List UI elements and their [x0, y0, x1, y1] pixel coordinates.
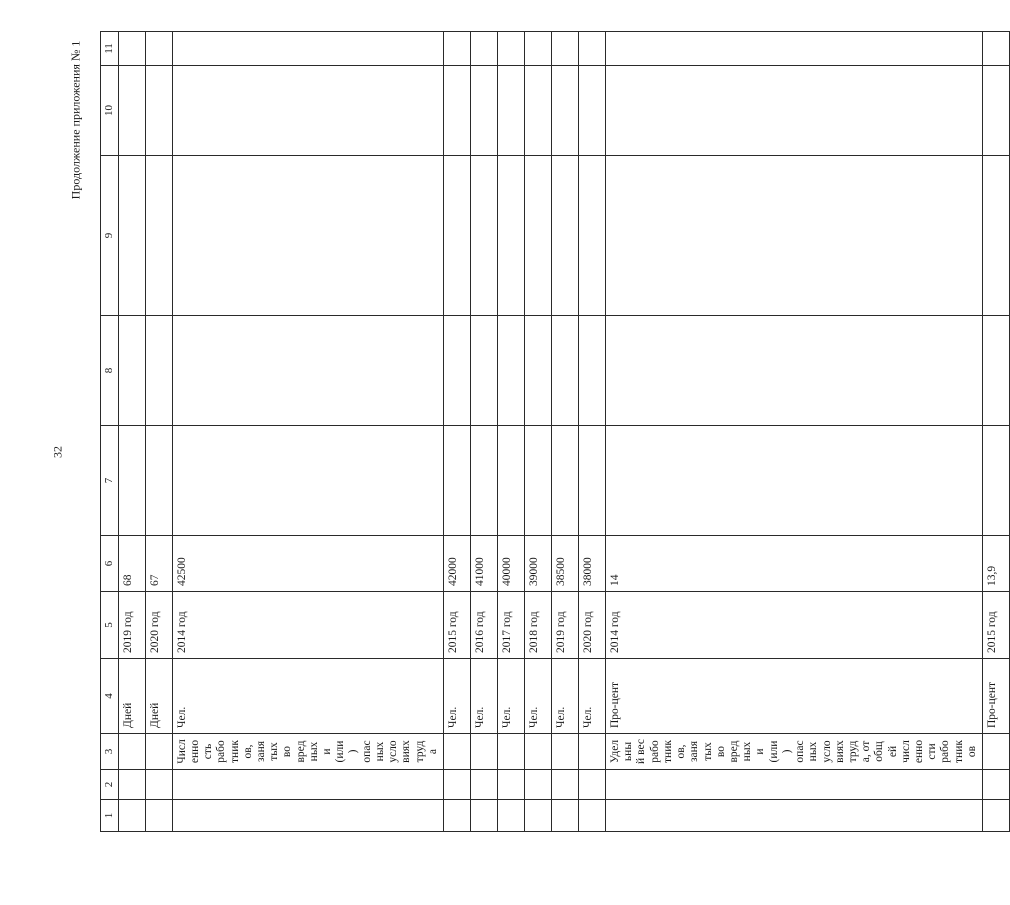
- year-cell: 2016 год: [471, 592, 498, 659]
- col10-cell: [525, 66, 552, 156]
- indicator-cell: Удельный вес работников, занятых во вредных и (или) опасных условиях труда, от общей численности работников: [606, 734, 983, 770]
- indicator-cell: Численность работников, занятых во вредных и (или) опасных условиях труда: [172, 734, 443, 770]
- col1-cell: [552, 800, 579, 832]
- col9-cell: [498, 156, 525, 316]
- col7-cell: [606, 426, 983, 536]
- col2-cell: [471, 770, 498, 800]
- col9-cell: [525, 156, 552, 316]
- header-cell: 1: [101, 800, 119, 832]
- col9-cell: [145, 156, 172, 316]
- unit-cell: Дней: [118, 659, 145, 734]
- col1-cell: [118, 800, 145, 832]
- col10-cell: [172, 66, 443, 156]
- year-cell: 2019 год: [552, 592, 579, 659]
- value-cell: 42500: [172, 536, 443, 592]
- header-cell: 4: [101, 659, 119, 734]
- col11-cell: [606, 32, 983, 66]
- header-cell: 10: [101, 66, 119, 156]
- col7-cell: [525, 426, 552, 536]
- header-cell: 11: [101, 32, 119, 66]
- col7-cell: [172, 426, 443, 536]
- col1-cell: [471, 800, 498, 832]
- indicator-cell: [118, 734, 145, 770]
- col9-cell: [444, 156, 471, 316]
- col2-cell: [172, 770, 443, 800]
- col9-cell: [579, 156, 606, 316]
- value-cell: 39000: [525, 536, 552, 592]
- col10-cell: [983, 66, 1010, 156]
- col7-cell: [983, 426, 1010, 536]
- value-cell: 14: [606, 536, 983, 592]
- value-cell: 38000: [579, 536, 606, 592]
- col1-cell: [606, 800, 983, 832]
- col7-cell: [471, 426, 498, 536]
- table-row: [444, 32, 471, 832]
- indicator-cell: [579, 734, 606, 770]
- col7-cell: [552, 426, 579, 536]
- col8-cell: [606, 316, 983, 426]
- col8-cell: [471, 316, 498, 426]
- col7-cell: [498, 426, 525, 536]
- col2-cell: [444, 770, 471, 800]
- col8-cell: [118, 316, 145, 426]
- unit-cell: Чел.: [498, 659, 525, 734]
- value-cell: 13,9: [983, 536, 1010, 592]
- header-cell: 9: [101, 156, 119, 316]
- unit-cell: Чел.: [525, 659, 552, 734]
- table-header-row: [101, 32, 119, 832]
- col10-cell: [552, 66, 579, 156]
- col2-cell: [498, 770, 525, 800]
- col10-cell: [444, 66, 471, 156]
- col7-cell: [145, 426, 172, 536]
- year-cell: 2015 год: [983, 592, 1010, 659]
- indicator-cell: [525, 734, 552, 770]
- unit-cell: Про-цент: [606, 659, 983, 734]
- col8-cell: [983, 316, 1010, 426]
- col2-cell: [145, 770, 172, 800]
- col9-cell: [606, 156, 983, 316]
- col10-cell: [498, 66, 525, 156]
- table-row: [579, 32, 606, 832]
- col1-cell: [525, 800, 552, 832]
- rotated-table-area: [100, 32, 999, 832]
- col1-cell: [983, 800, 1010, 832]
- unit-cell: Чел.: [552, 659, 579, 734]
- header-cell: 7: [101, 426, 119, 536]
- col11-cell: [525, 32, 552, 66]
- col7-cell: [579, 426, 606, 536]
- col8-cell: [145, 316, 172, 426]
- table-row: [471, 32, 498, 832]
- col2-cell: [552, 770, 579, 800]
- unit-cell: Чел.: [471, 659, 498, 734]
- header-cell: 6: [101, 536, 119, 592]
- year-cell: 2014 год: [172, 592, 443, 659]
- value-cell: 41000: [471, 536, 498, 592]
- unit-cell: Чел.: [172, 659, 443, 734]
- indicator-cell: [498, 734, 525, 770]
- indicator-cell: [552, 734, 579, 770]
- col11-cell: [498, 32, 525, 66]
- col9-cell: [118, 156, 145, 316]
- appendix-continuation-note: Продолжение приложения № 1: [68, 40, 83, 200]
- col1-cell: [145, 800, 172, 832]
- col10-cell: [606, 66, 983, 156]
- table-row: [525, 32, 552, 832]
- header-cell: 5: [101, 592, 119, 659]
- col2-cell: [579, 770, 606, 800]
- col8-cell: [444, 316, 471, 426]
- year-cell: 2019 год: [118, 592, 145, 659]
- value-cell: 40000: [498, 536, 525, 592]
- col1-cell: [579, 800, 606, 832]
- col2-cell: [118, 770, 145, 800]
- value-cell: 38500: [552, 536, 579, 592]
- col8-cell: [525, 316, 552, 426]
- value-cell: 68: [118, 536, 145, 592]
- indicator-cell: [983, 734, 1010, 770]
- table-row: [498, 32, 525, 832]
- col10-cell: [118, 66, 145, 156]
- col10-cell: [579, 66, 606, 156]
- col2-cell: [525, 770, 552, 800]
- year-cell: 2014 год: [606, 592, 983, 659]
- col1-cell: [498, 800, 525, 832]
- col11-cell: [552, 32, 579, 66]
- year-cell: 2020 год: [145, 592, 172, 659]
- col8-cell: [172, 316, 443, 426]
- header-cell: 8: [101, 316, 119, 426]
- table-row: [118, 32, 145, 832]
- table-row: [606, 32, 983, 832]
- col9-cell: [172, 156, 443, 316]
- year-cell: 2020 год: [579, 592, 606, 659]
- col8-cell: [552, 316, 579, 426]
- col2-cell: [606, 770, 983, 800]
- col2-cell: [983, 770, 1010, 800]
- col11-cell: [471, 32, 498, 66]
- col11-cell: [145, 32, 172, 66]
- col10-cell: [471, 66, 498, 156]
- value-cell: 42000: [444, 536, 471, 592]
- unit-cell: Чел.: [579, 659, 606, 734]
- header-cell: 2: [101, 770, 119, 800]
- col11-cell: [983, 32, 1010, 66]
- col1-cell: [172, 800, 443, 832]
- col7-cell: [118, 426, 145, 536]
- col8-cell: [498, 316, 525, 426]
- col8-cell: [579, 316, 606, 426]
- year-cell: 2017 год: [498, 592, 525, 659]
- value-cell: 67: [145, 536, 172, 592]
- col9-cell: [471, 156, 498, 316]
- col9-cell: [983, 156, 1010, 316]
- unit-cell: Дней: [145, 659, 172, 734]
- table-row: [552, 32, 579, 832]
- table-row: [983, 32, 1010, 832]
- page-number: 32: [50, 446, 65, 458]
- indicators-table: [100, 31, 1010, 832]
- col1-cell: [444, 800, 471, 832]
- year-cell: 2015 год: [444, 592, 471, 659]
- header-cell: 3: [101, 734, 119, 770]
- col11-cell: [444, 32, 471, 66]
- unit-cell: Про-цент: [983, 659, 1010, 734]
- col9-cell: [552, 156, 579, 316]
- col11-cell: [118, 32, 145, 66]
- unit-cell: Чел.: [444, 659, 471, 734]
- indicator-cell: [471, 734, 498, 770]
- table-row: [172, 32, 443, 832]
- indicator-cell: [444, 734, 471, 770]
- col11-cell: [579, 32, 606, 66]
- year-cell: 2018 год: [525, 592, 552, 659]
- col10-cell: [145, 66, 172, 156]
- indicator-cell: [145, 734, 172, 770]
- table-row: [145, 32, 172, 832]
- col7-cell: [444, 426, 471, 536]
- col11-cell: [172, 32, 443, 66]
